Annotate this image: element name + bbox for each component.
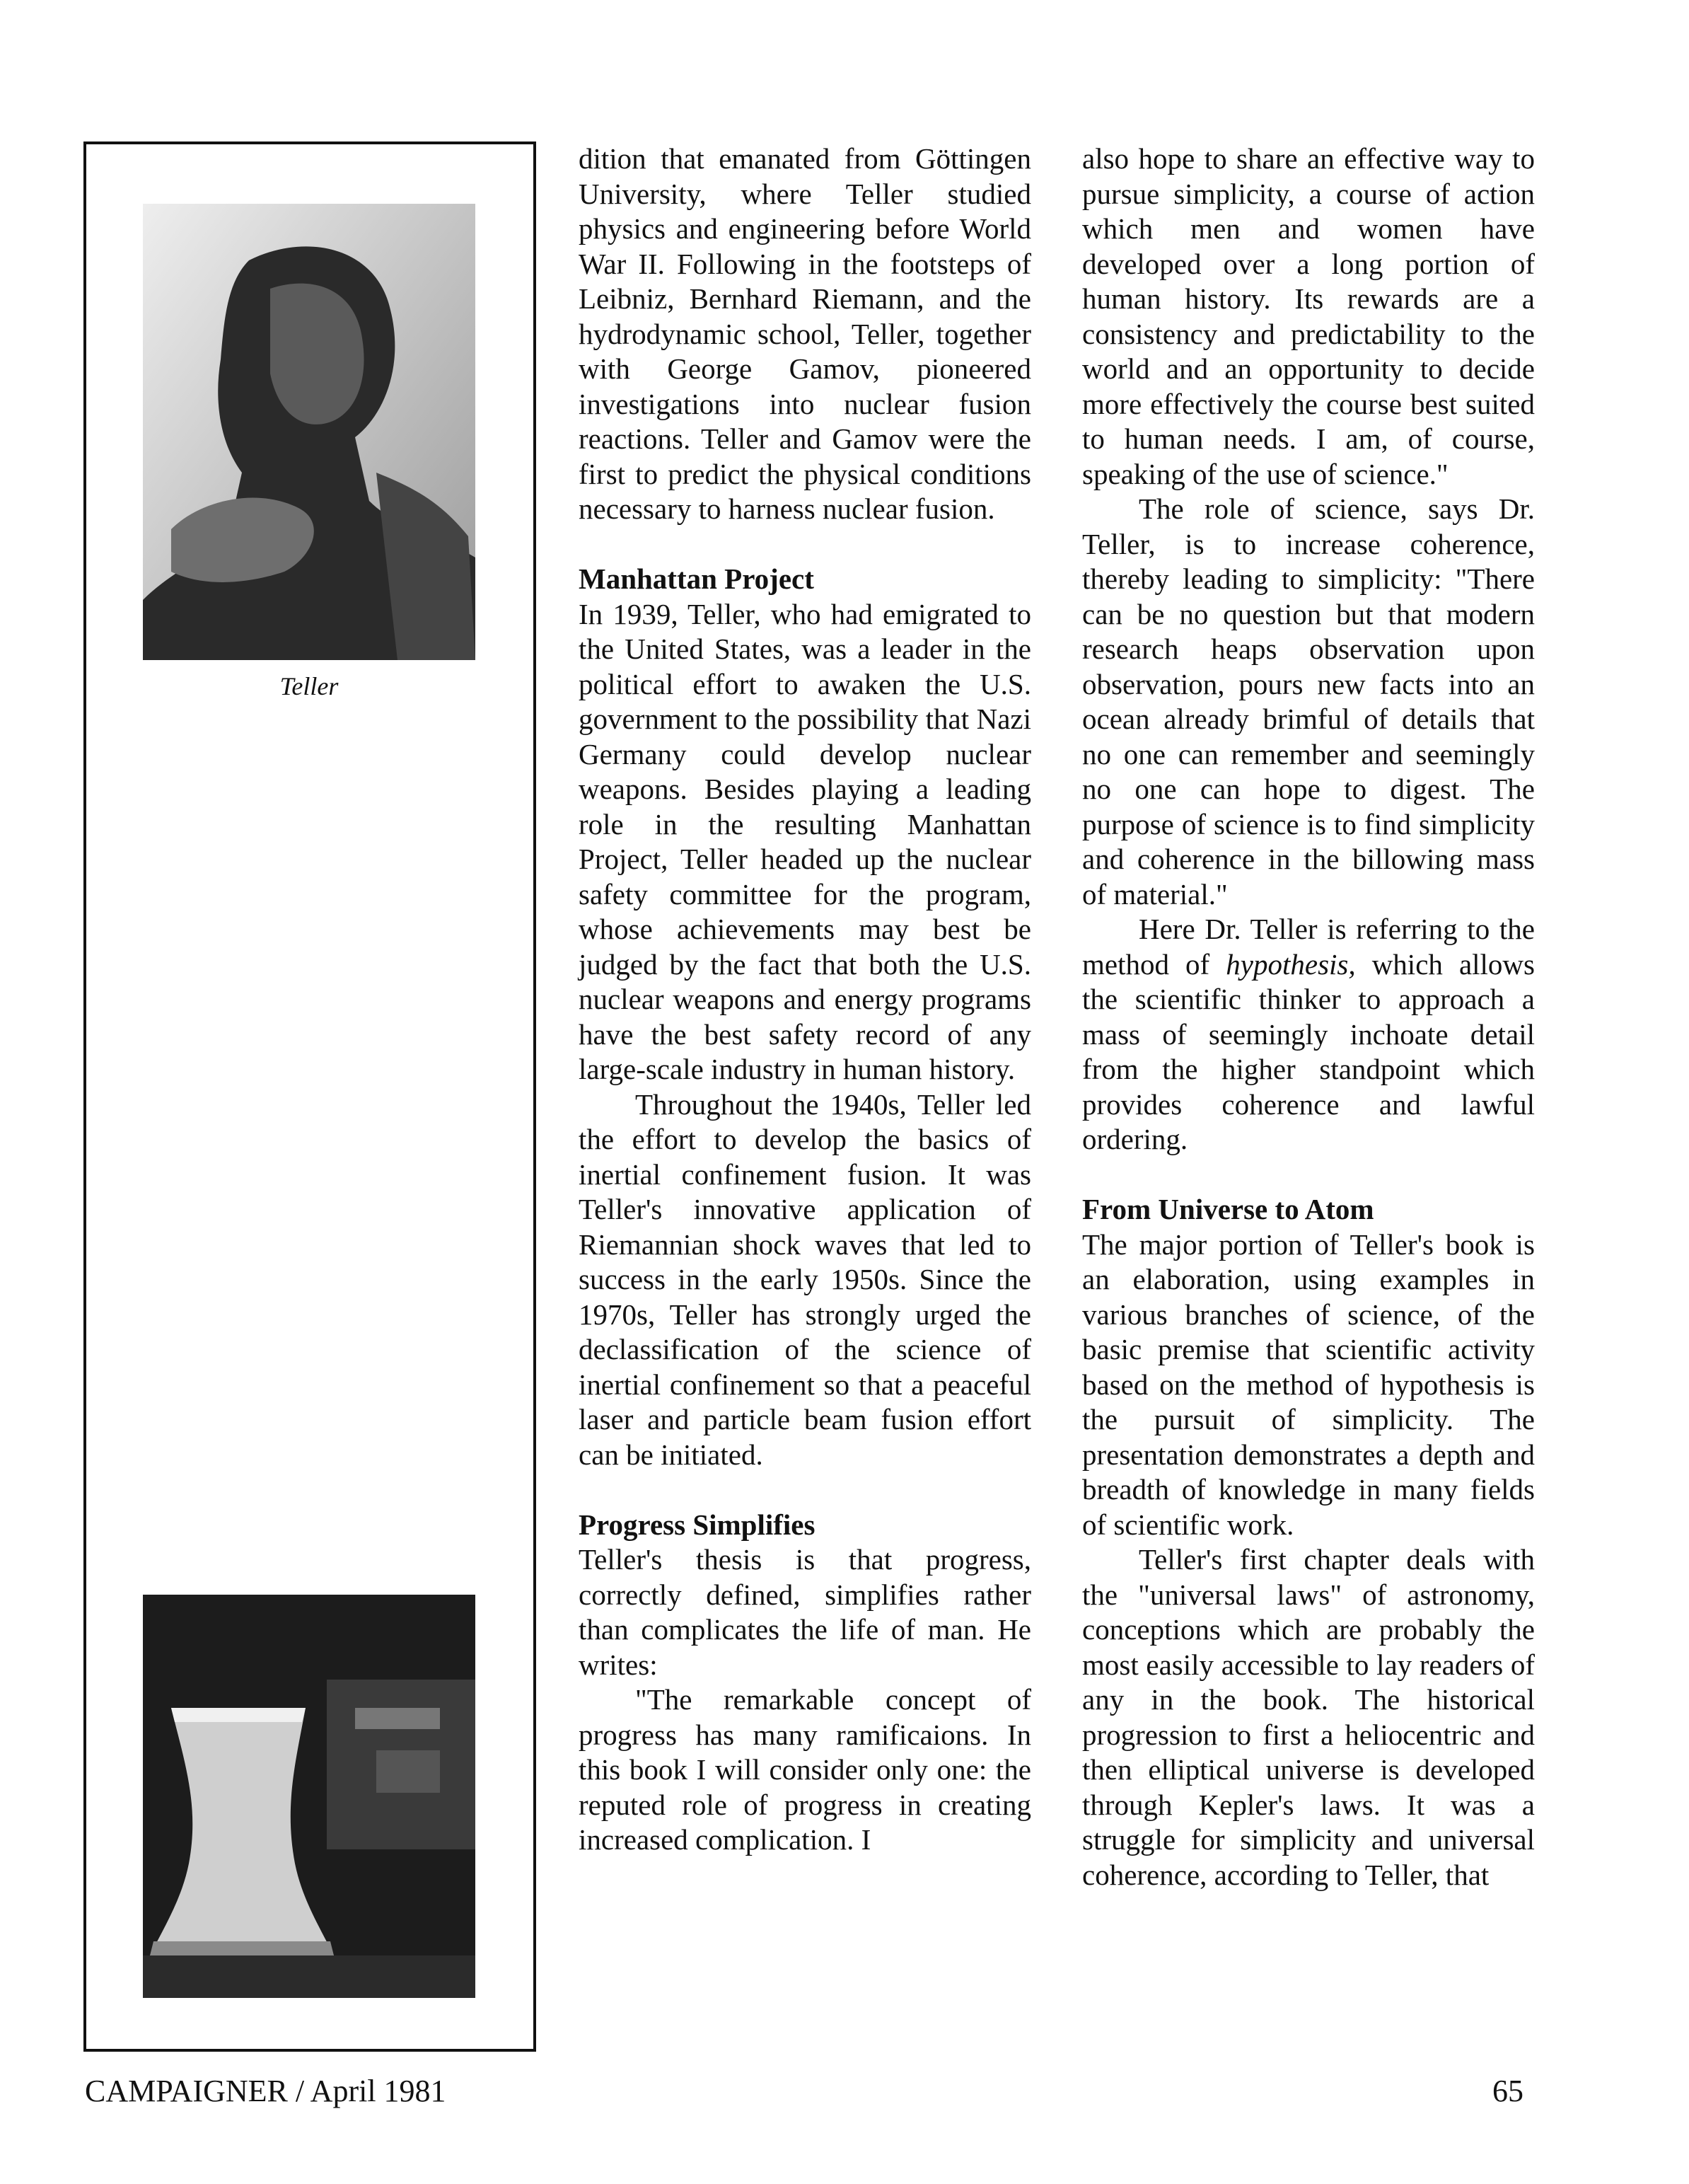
- footer-page-number: 65: [1492, 2074, 1523, 2108]
- emphasis-hypothesis: hypothesis,: [1226, 947, 1356, 981]
- section-heading-from-universe-to-atom: From Universe to Atom: [1082, 1193, 1374, 1225]
- text-span: Here Dr. Teller is referring to the method of: [1082, 913, 1535, 981]
- section-heading-manhattan-project: Manhattan Project: [579, 562, 814, 595]
- paragraph: The role of science, says Dr. Teller, is to increase coherence, thereby leading to simplicity: "There can be no question but that modern research heaps observation upon observation, pours new facts into an ocean already brimful of details that no one can remember and seemingly no one can hope to digest. The purpose of science is to find simplicity and coherence in the billowing mass of material.": [1082, 492, 1535, 911]
- paragraph: "The remarkable concept of progress has many ramificaions. In this book I will consider only one: the reputed role of progress in creating increased complication. I: [579, 1683, 1031, 1856]
- paragraph: [1082, 912, 1535, 1157]
- paragraph: dition that emanated from Göttingen University, where Teller studied physics and engineering before World War II. Following in the footsteps of Leibniz, Bernhard Riemann, and the hydrodynamic school, Teller, together with George Gamov, pioneered investigations into nuclear fusion reactions. Teller and Gamov were the first to predict the physical conditions necessary to harness nuclear fusion.: [579, 142, 1031, 525]
- footer-publication: CAMPAIGNER / April 1981: [85, 2074, 446, 2108]
- text-column-2: [1082, 141, 1535, 1893]
- cooling-tower-photo: [143, 1595, 475, 1998]
- section-heading-progress-simplifies: Progress Simplifies: [579, 1508, 816, 1541]
- paragraph: Throughout the 1940s, Teller led the effort to develop the basics of inertial confinement fusion. It was Teller's innovative application of Riemannian shock waves that led to success in the early 1950s. Since the 1970s, Teller has strongly urged the declassification of the science of inertial confinement so that a peaceful laser and particle beam fusion effort can be initiated.: [579, 1087, 1031, 1471]
- paragraph: In 1939, Teller, who had emigrated to the United States, was a leader in the political effort to awaken the U.S. government to the possibility that Nazi Germany could develop nuclear weapons. Besides playing a leading role in the resulting Manhattan Project, Teller headed up the nuclear safety committee for the program, whose achievements may best be judged by the fact that both the U.S. nuclear weapons and energy programs have the best safety record of any large-scale industry in human history.: [579, 597, 1031, 1085]
- photo-caption: Teller: [279, 672, 339, 700]
- paragraph: also hope to share an effective way to pursue simplicity, a course of action which men and women have developed over a long portion of human history. Its rewards are a consistency and predictability to the world and an opportunity to decide more effectively the course best suited to human needs. I am, of course, speaking of the use of science.": [1082, 142, 1535, 490]
- teller-portrait-photo: [143, 204, 475, 660]
- paragraph: Teller's first chapter deals with the "universal laws" of astronomy, conceptions which are probably the most easily accessible to lay readers of any in the book. The historical progression to first a heliocentric and then elliptical universe is developed through Kepler's laws. It was a struggle for simplicity and universal coherence, according to Teller, that: [1082, 1543, 1535, 1891]
- text-column-1: [579, 141, 1031, 1858]
- cooling-tower-image: [143, 1595, 475, 1998]
- paragraph: The major portion of Teller's book is an elaboration, using examples in various branches of science, of the basic premise that scientific activity based on the method of hypothesis is the pursuit of simplicity. The presentation demonstrates a depth and breadth of knowledge in many fields of scientific work.: [1082, 1227, 1535, 1541]
- text-span: which allows the scientific thinker to approach a mass of seemingly inchoate detail from the higher standpoint which provides coherence and lawful ordering.: [1082, 947, 1535, 1155]
- portrait-image: [143, 204, 475, 660]
- paragraph: Teller's thesis is that progress, correctly defined, simplifies rather than complicates the life of man. He writes:: [579, 1543, 1031, 1681]
- sidebar-box: [83, 141, 536, 2052]
